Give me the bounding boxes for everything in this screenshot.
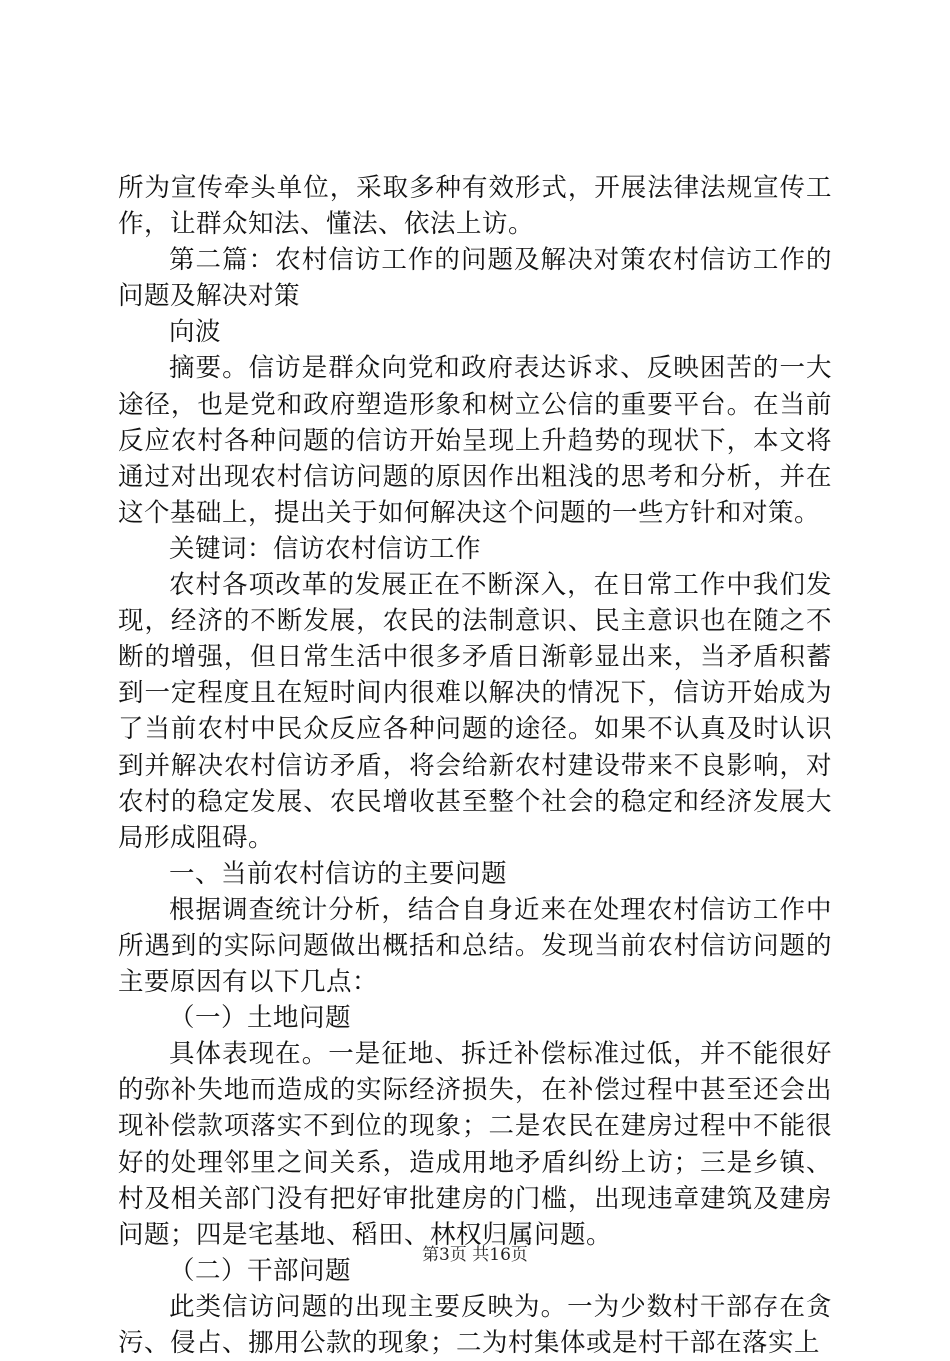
body-paragraph-intro: 农村各项改革的发展正在不断深入，在日常工作中我们发现，经济的不断发展，农民的法制意识、民主意识也在随之不断的增强，但日常生活中很多矛盾日渐彰显出来，当矛盾积蓄到一定程度且在短时间内很难以解决的情况下，信访开始成为了当前农村中民众反应各种问题的途径。如果不认真及时认识到并解决农村信访矛盾，将会给新农村建设带来不良影响，对农村的稳定发展、农民增收甚至整个社会的稳定和经济发展大局形成阻碍。 — [118, 570, 832, 853]
page-number-footer: 第3页 共16页 — [422, 1245, 528, 1265]
abstract-paragraph: 摘要。信访是群众向党和政府表达诉求、反映困苦的一大途径，也是党和政府塑造形象和树立公信的重要平台。在当前反应农村各种问题的信访开始呈现上升趋势的现状下，本文将通过对出现农村信访问题的原因作出粗浅的思考和分析，并在这个基础上，提出关于如何解决这个问题的一些方针和对策。 — [118, 353, 832, 528]
subheading-land-issues: （一）土地问题 — [169, 1003, 352, 1034]
section-heading-part-two: 第二篇：农村信访工作的问题及解决对策农村信访工作的问题及解决对策 — [118, 245, 832, 312]
body-paragraph-cadre-issues: 此类信访问题的出现主要反映为。一为少数村干部存在贪污、侵占、挪用公款的现象；二为村集体或是村干部在落实上 — [118, 1291, 832, 1358]
body-paragraph-analysis: 根据调查统计分析，结合自身近来在处理农村信访工作中所遇到的实际问题做出概括和总结。发现当前农村信访问题的主要原因有以下几点： — [118, 894, 832, 998]
body-paragraph-land-issues: 具体表现在。一是征地、拆迁补偿标准过低，并不能很好的弥补失地而造成的实际经济损失，在补偿过程中甚至还会出现补偿款项落实不到位的现象；二是农民在建房过程中不能很好的处理邻里之间关系，造成用地矛盾纠纷上访；三是乡镇、村及相关部门没有把好审批建房的门槛，出现违章建筑及建房问题；四是宅基地、稻田、林权归属问题。 — [118, 1039, 832, 1250]
author-name: 向波 — [169, 317, 222, 348]
subheading-cadre-issues: （二）干部问题 — [169, 1255, 352, 1286]
document-body — [118, 170, 832, 1361]
paragraph-continuation: 所为宣传牵头单位，采取多种有效形式，开展法律法规宣传工作，让群众知法、懂法、依法上访。 — [118, 173, 832, 240]
section-heading-main-problems: 一、当前农村信访的主要问题 — [169, 858, 508, 889]
keywords-line: 关键词：信访农村信访工作 — [169, 533, 482, 564]
